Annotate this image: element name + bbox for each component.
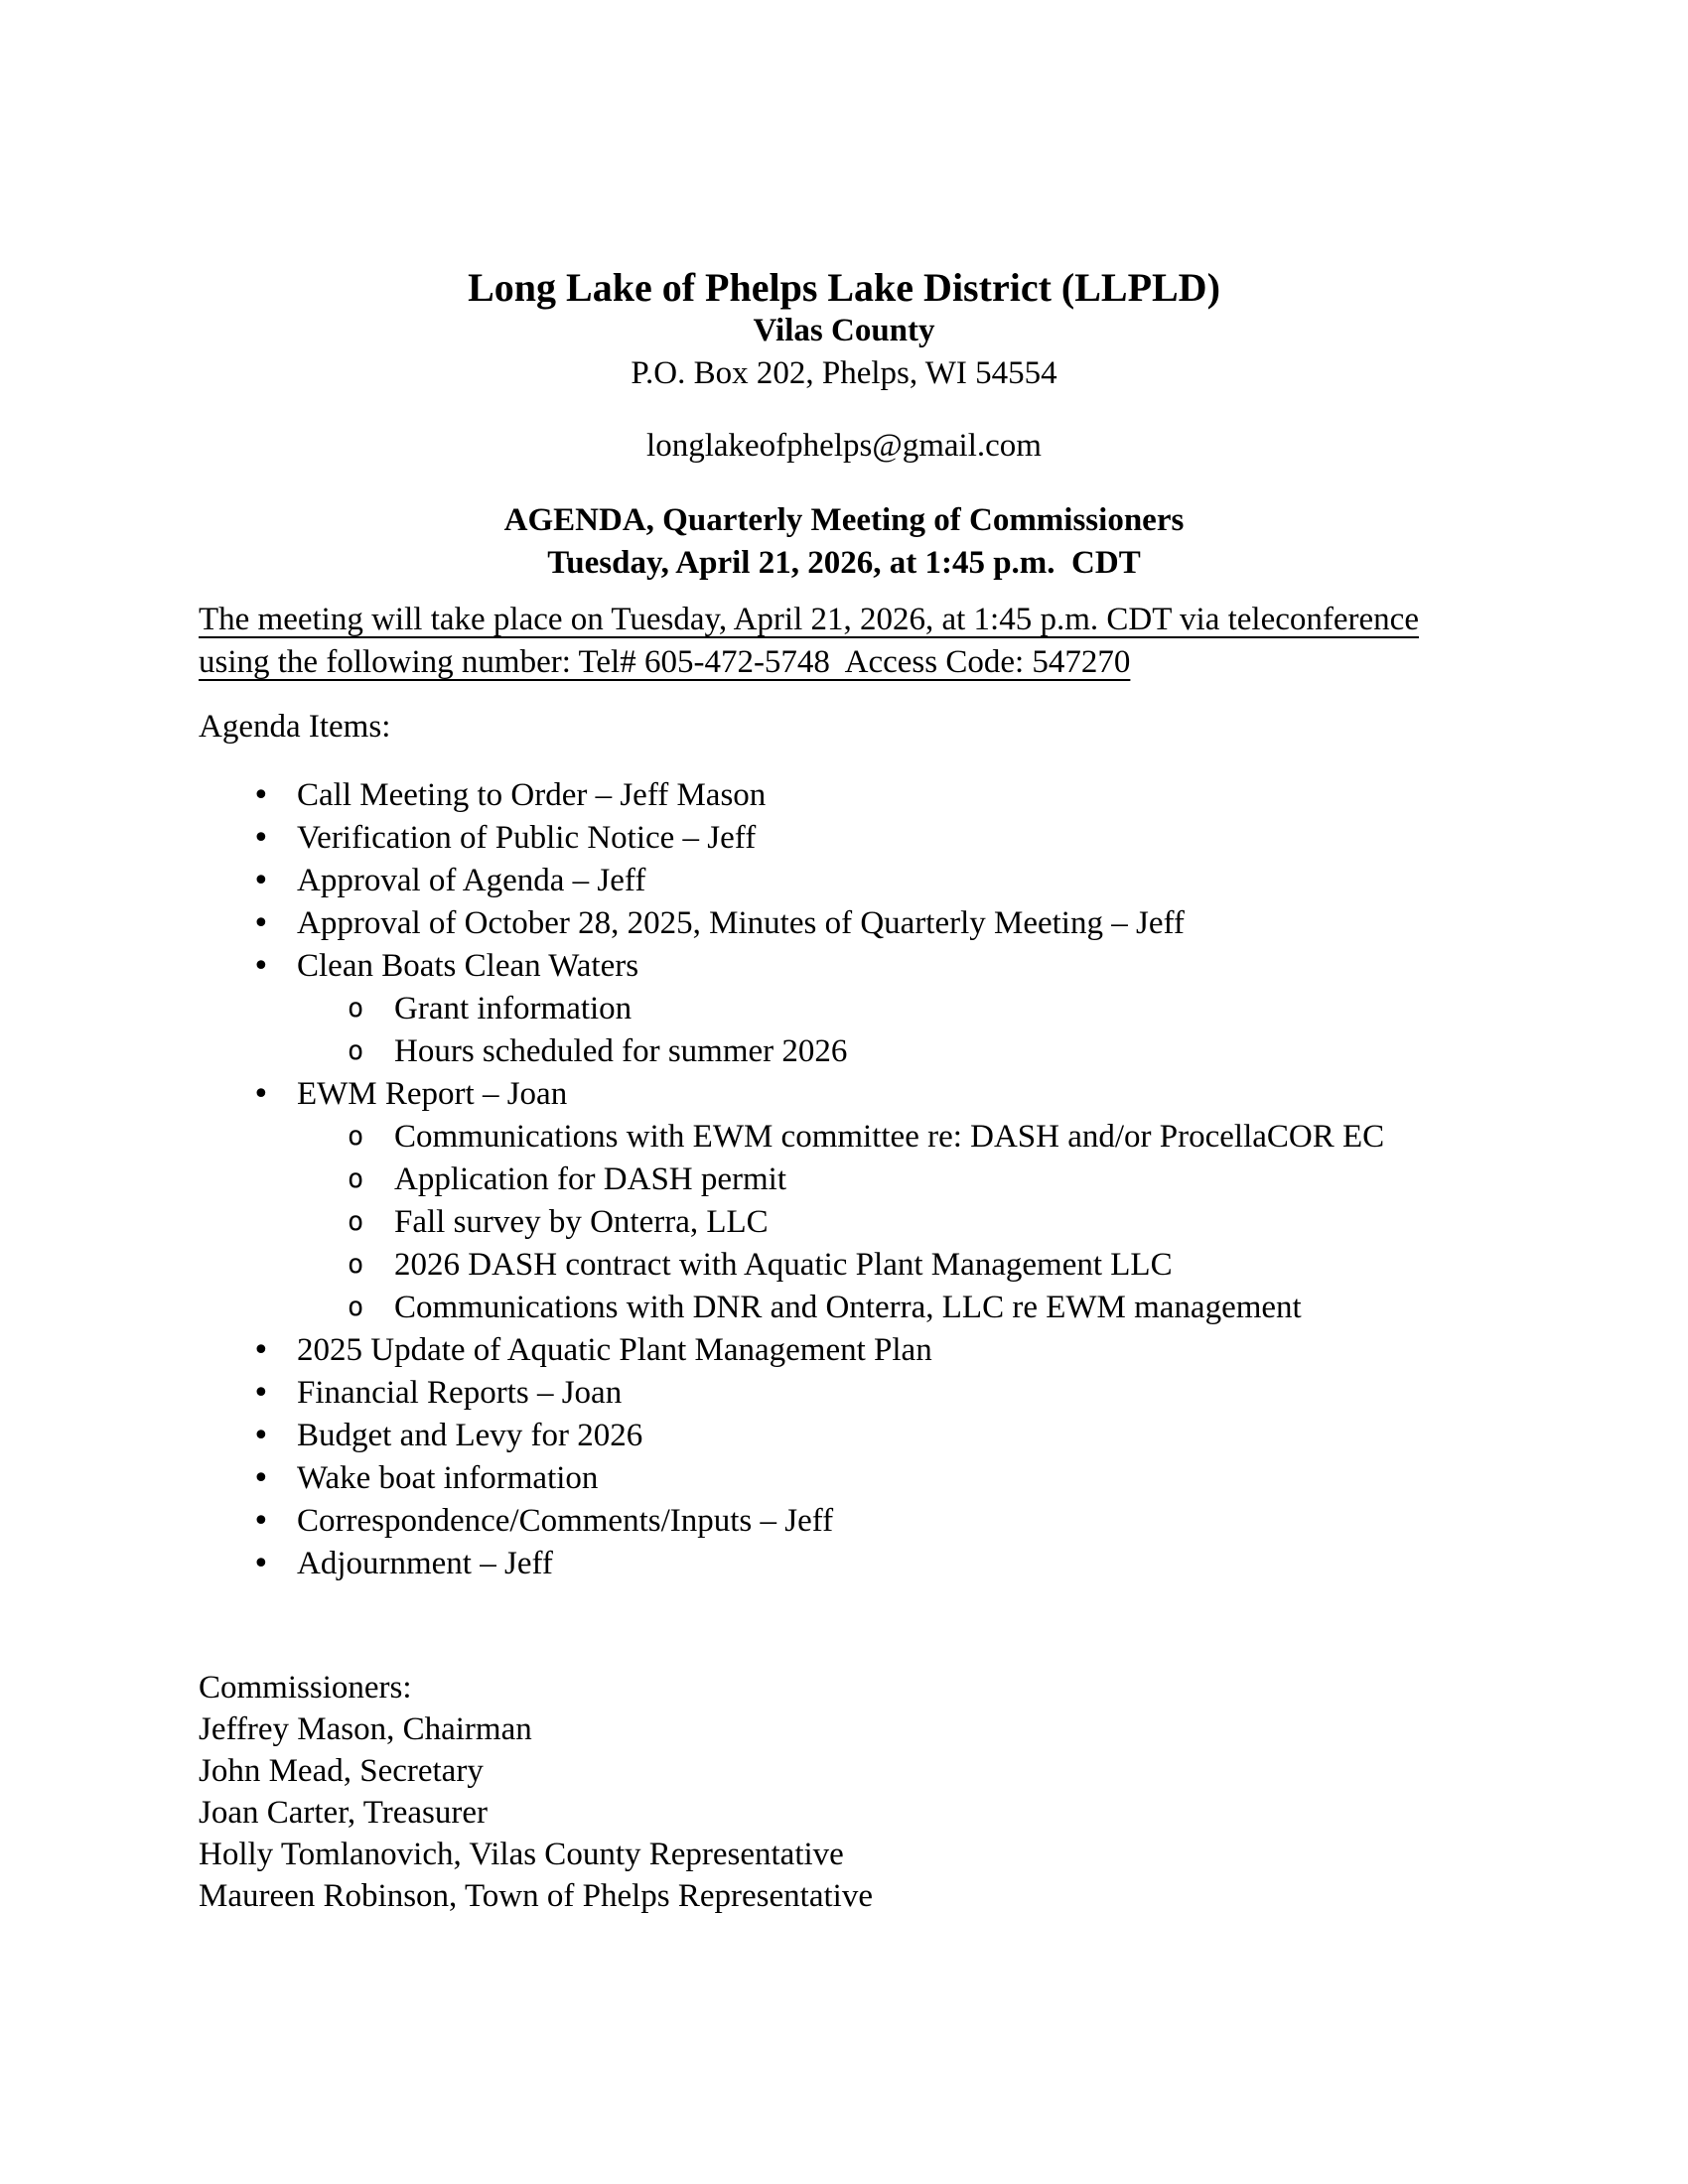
agenda-item-text: Budget and Levy for 2026 <box>297 1418 643 1453</box>
commissioners-section <box>199 1667 1489 1917</box>
agenda-heading-line2: Tuesday, April 21, 2026, at 1:45 p.m. CDT <box>547 545 1141 581</box>
county-subtitle: Vilas County <box>753 313 935 348</box>
agenda-item-text: Clean Boats Clean Waters <box>297 948 639 984</box>
commissioner-name: Joan Carter, Treasurer <box>199 1795 489 1831</box>
agenda-heading-line1: AGENDA, Quarterly Meeting of Commissioners <box>503 502 1185 538</box>
agenda-item-call-to-order <box>199 774 1489 817</box>
agenda-subitem-text: Communications with EWM committee re: DASH and/or ProcellaCOR EC <box>394 1119 1385 1155</box>
agenda-subitem-dash-contract <box>199 1244 1489 1287</box>
agenda-item-text: Wake boat information <box>297 1460 599 1496</box>
agenda-item-ewm-report <box>199 1073 1489 1116</box>
agenda-items-label: Agenda Items: <box>199 709 391 745</box>
bullet-icon: • <box>252 1461 270 1496</box>
bullet-icon: • <box>252 864 270 898</box>
sub-bullet-icon: o <box>348 1249 364 1280</box>
agenda-subitem-dash-permit <box>199 1159 1489 1201</box>
agenda-subitem-text: Fall survey by Onterra, LLC <box>394 1204 769 1240</box>
sub-bullet-icon: o <box>348 1163 364 1194</box>
agenda-item-text: EWM Report – Joan <box>297 1076 568 1112</box>
commissioner-name: Holly Tomlanovich, Vilas County Representative <box>199 1837 844 1872</box>
notice-line-1: The meeting will take place on Tuesday, April 21, 2026, at 1:45 p.m. CDT via teleconference <box>199 602 1419 637</box>
agenda-item-text: Financial Reports – Joan <box>297 1375 623 1411</box>
notice-line-2: using the following number: Tel# 605-472-5748 Access Code: 547270 <box>199 644 1131 680</box>
agenda-item-text: Adjournment – Jeff <box>297 1546 553 1581</box>
agenda-item-correspondence <box>199 1500 1489 1543</box>
agenda-item-text: Verification of Public Notice – Jeff <box>297 820 757 856</box>
agenda-subitem-fall-survey <box>199 1201 1489 1244</box>
mailing-address: P.O. Box 202, Phelps, WI 54554 <box>631 355 1057 391</box>
sub-bullet-icon: o <box>348 993 364 1024</box>
agenda-subitem-text: Application for DASH permit <box>394 1161 787 1197</box>
agenda-item-approval-minutes <box>199 902 1489 945</box>
commissioners-label: Commissioners: <box>199 1670 412 1706</box>
bullet-icon: • <box>252 1376 270 1411</box>
agenda-item-text: Correspondence/Comments/Inputs – Jeff <box>297 1503 834 1539</box>
bullet-icon: • <box>252 906 270 941</box>
agenda-item-text: Approval of October 28, 2025, Minutes of Quarterly Meeting – Jeff <box>297 905 1185 941</box>
agenda-item-public-notice <box>199 817 1489 860</box>
meeting-notice <box>199 599 1489 684</box>
agenda-subitem-text: Communications with DNR and Onterra, LLC re EWM management <box>394 1290 1302 1325</box>
agenda-item-apm-plan-update <box>199 1329 1489 1372</box>
sub-bullet-icon: o <box>348 1035 364 1066</box>
sub-bullet-icon: o <box>348 1206 364 1237</box>
commissioner-name: Jeffrey Mason, Chairman <box>199 1711 532 1747</box>
agenda-subitem-text: Grant information <box>394 991 633 1026</box>
page-title: Long Lake of Phelps Lake District (LLPLD) <box>468 265 1220 310</box>
agenda-subitem-ewm-communications <box>199 1116 1489 1159</box>
agenda-list <box>199 774 1489 1585</box>
agenda-item-clean-boats <box>199 945 1489 988</box>
agenda-heading <box>199 499 1489 585</box>
agenda-item-text: Call Meeting to Order – Jeff Mason <box>297 777 767 813</box>
agenda-item-financial-reports <box>199 1372 1489 1415</box>
agenda-subitem-text: Hours scheduled for summer 2026 <box>394 1033 848 1069</box>
sub-bullet-icon: o <box>348 1292 364 1322</box>
sub-bullet-icon: o <box>348 1121 364 1152</box>
bullet-icon: • <box>252 1419 270 1453</box>
agenda-item-text: Approval of Agenda – Jeff <box>297 863 646 898</box>
bullet-icon: • <box>252 1077 270 1112</box>
bullet-icon: • <box>252 778 270 813</box>
agenda-subitem-hours-scheduled <box>199 1030 1489 1073</box>
agenda-item-text: 2025 Update of Aquatic Plant Management Plan <box>297 1332 932 1368</box>
agenda-item-budget-levy <box>199 1415 1489 1457</box>
bullet-icon: • <box>252 1547 270 1581</box>
bullet-icon: • <box>252 1333 270 1368</box>
commissioner-name: John Mead, Secretary <box>199 1753 484 1789</box>
bullet-icon: • <box>252 1504 270 1539</box>
agenda-item-adjournment <box>199 1543 1489 1585</box>
bullet-icon: • <box>252 821 270 856</box>
agenda-subitem-grant-info <box>199 988 1489 1030</box>
commissioner-name: Maureen Robinson, Town of Phelps Representative <box>199 1878 873 1914</box>
bullet-icon: • <box>252 949 270 984</box>
agenda-subitem-text: 2026 DASH contract with Aquatic Plant Management LLC <box>394 1247 1173 1283</box>
agenda-item-approval-agenda <box>199 860 1489 902</box>
agenda-item-wake-boat <box>199 1457 1489 1500</box>
contact-email: longlakeofphelps@gmail.com <box>646 428 1042 464</box>
agenda-subitem-dnr-communications <box>199 1287 1489 1329</box>
